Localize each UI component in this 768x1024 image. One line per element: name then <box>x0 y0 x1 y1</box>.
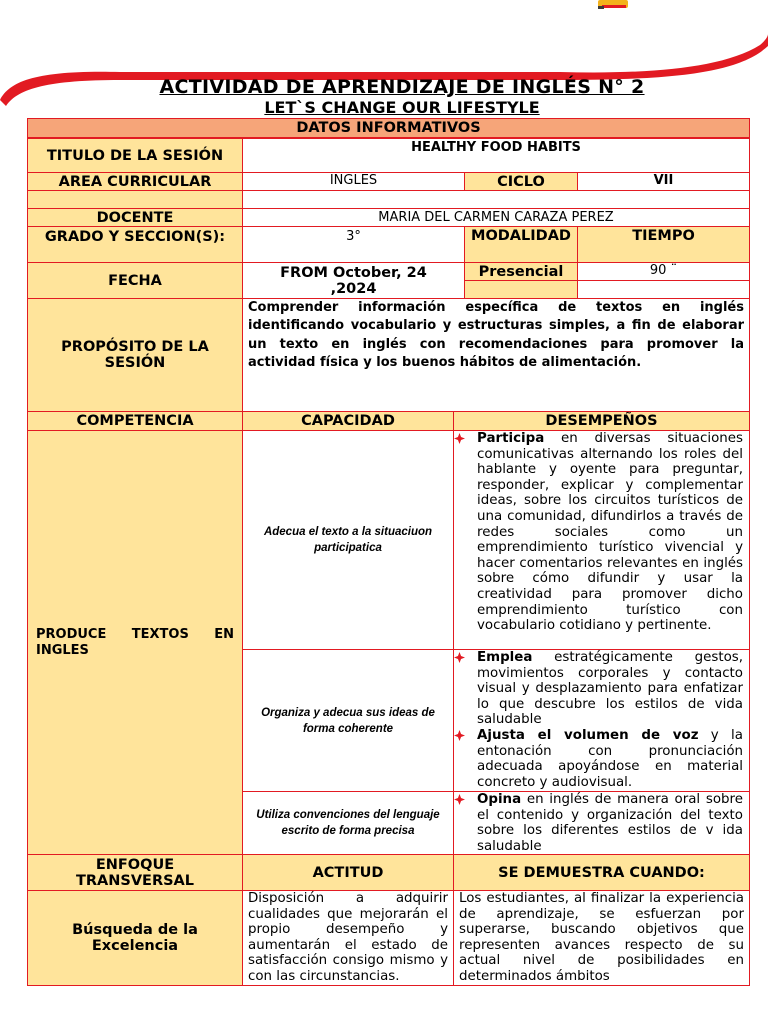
diamond-bullet-icon <box>454 652 465 663</box>
fecha-value: FROM October, 24 ,2024 <box>280 264 427 297</box>
diamond-bullet-icon <box>454 433 465 444</box>
area-label-cell <box>27 172 243 191</box>
competencia-text: PRODUCE TEXTOS EN INGLES <box>36 626 234 658</box>
area-value: INGLES <box>329 173 378 188</box>
titulo-value-cell <box>242 138 750 173</box>
docente-value: MARIA DEL CARMEN CARAZA PEREZ <box>378 210 614 225</box>
proposito-label-cell <box>27 298 243 412</box>
demuestra-header: SE DEMUESTRA CUANDO: <box>498 864 705 881</box>
capacidad-3-text: Utiliza convenciones del lenguaje escrito de forma precisa <box>256 809 440 837</box>
proposito-text-cell <box>242 298 750 412</box>
desempeno-keyword: Participa <box>477 431 545 446</box>
enfoque-header: ENFOQUE TRANSVERSAL <box>75 856 195 889</box>
docente-value-cell <box>242 208 750 227</box>
ciclo-value: VII <box>653 173 674 188</box>
capacidad-cell-3 <box>242 791 454 855</box>
desempeno-cell-2 <box>453 649 750 792</box>
demuestra-header-cell <box>453 854 750 891</box>
proposito-text: Comprender información específica de textos en inglés identificando vocabulario y estructuras simples, a fin de elaborar un texto en inglés con recomendaciones para promover la actividad física y los buenos hábitos de alimentación. <box>248 300 744 370</box>
datos-section-title: DATOS INFORMATIVOS <box>296 120 481 136</box>
desempeno-text: en inglés de manera oral sobre el contenido y organización del texto sobre los diferentes estilos de v ida saludable <box>477 792 743 854</box>
tiempo-value: 90 ¨ <box>649 263 678 278</box>
titulo-value: HEALTHY FOOD HABITS <box>411 140 581 155</box>
session-document <box>27 118 750 986</box>
modalidad-label: MODALIDAD <box>471 228 571 244</box>
desempeno-text: y la entonación con pronunciación adecuada apoyándose en material concreto y audiovisual. <box>477 727 743 790</box>
desempeno-cell-1 <box>453 430 750 650</box>
desempeno-text: estratégicamente gestos, movimientos corporales y contacto visual y desplazamiento para enfatizar lo que descubre los estilos de vida saludable <box>477 650 743 728</box>
actitud-text: Disposición a adquirir cualidades que mejorarán el propio desempeño y aumentarán el estado de satisfacción consigo mismo y con las circunstancias. <box>248 891 448 984</box>
blank-value-cell <box>242 190 750 209</box>
actitud-cell <box>242 890 454 986</box>
desempenos-header-cell <box>453 411 750 431</box>
docente-label: DOCENTE <box>96 209 174 226</box>
capacidad-cell-1 <box>242 430 454 650</box>
titulo-label: TITULO DE LA SESIÓN <box>46 147 224 164</box>
fecha-value-cell <box>242 262 465 299</box>
valor-text: Búsqueda de la Excelencia <box>72 922 198 954</box>
capacidad-1-text: Adecua el texto a la situaciuon participatica <box>263 526 433 554</box>
diamond-bullet-icon <box>454 730 465 741</box>
blank-label-cell <box>27 190 243 209</box>
page-subtitle: LET`S CHANGE OUR LIFESTYLE <box>264 98 540 117</box>
titulo-label-cell <box>27 138 243 173</box>
modalidad-value-cell <box>464 262 578 281</box>
enfoque-header-cell <box>27 854 243 891</box>
diamond-bullet-icon <box>454 794 465 805</box>
desempeno-keyword: Emplea <box>477 650 533 665</box>
docente-label-cell <box>27 208 243 227</box>
ciclo-value-cell <box>577 172 750 191</box>
tiempo-value-cell <box>577 262 750 281</box>
proposito-label: PROPÓSITO DE LA SESIÓN <box>61 339 209 371</box>
page-title: ACTIVIDAD DE APRENDIZAJE DE INGLÉS N° 2 <box>159 76 645 98</box>
desempeno-keyword: Opina <box>477 792 522 807</box>
tiempo-blank-cell <box>577 280 750 299</box>
desempeno-item <box>454 650 743 728</box>
ciclo-label-cell <box>464 172 578 191</box>
desempeno-keyword: Ajusta el volumen de voz <box>477 727 699 743</box>
competencia-header-cell <box>27 411 243 431</box>
datos-section-header <box>27 118 750 138</box>
desempeno-item <box>454 728 743 790</box>
competencia-header: COMPETENCIA <box>76 413 194 429</box>
demuestra-cell <box>453 890 750 986</box>
capacidad-header-cell <box>242 411 454 431</box>
area-value-cell <box>242 172 465 191</box>
desempeno-text: en diversas situaciones comunicativas alternando los roles del hablante y oyente para preguntar, responder, explicar y complementar ideas, sobre los circuitos turísticos de una comunidad, difundirlos a través de redes sociales como un emprendimiento turístico vivencial y hacer comentarios relevantes en inglés sobre cómo difundir y usar la creatividad para promover dicho emprendimiento turístico con vocabulario cotidiano y pertinente. <box>477 431 743 634</box>
fecha-label: FECHA <box>108 272 162 289</box>
grado-value: 3° <box>346 229 361 244</box>
tiempo-label: TIEMPO <box>632 228 695 244</box>
desempeno-item <box>454 792 743 854</box>
grado-value-cell <box>242 226 465 263</box>
demuestra-text: Los estudiantes, al finalizar la experiencia de aprendizaje, se esfuerzan por superarse, buscando objetivos que representen avances respecto de su actual nivel de posibilidades en determinados ámbitos <box>459 891 744 984</box>
desempeno-cell-3 <box>453 791 750 855</box>
grado-label-cell <box>27 226 243 263</box>
grado-label: GRADO Y SECCION(S): <box>44 229 226 245</box>
desempeno-item <box>454 431 743 634</box>
desempenos-header: DESEMPEÑOS <box>545 413 658 429</box>
modalidad-blank-cell <box>464 280 578 299</box>
ciclo-label: CICLO <box>497 173 545 190</box>
actitud-header: ACTITUD <box>312 864 384 881</box>
capacidad-header: CAPACIDAD <box>301 413 395 429</box>
valor-cell <box>27 890 243 986</box>
tiempo-label-cell <box>577 226 750 263</box>
fecha-label-cell <box>27 262 243 299</box>
competencia-cell <box>27 430 243 855</box>
area-label: AREA CURRICULAR <box>58 173 212 190</box>
modalidad-value: Presencial <box>478 263 564 280</box>
actitud-header-cell <box>242 854 454 891</box>
capacidad-cell-2 <box>242 649 454 792</box>
modalidad-label-cell <box>464 226 578 263</box>
capacidad-2-text: Organiza y adecua sus ideas de forma coherente <box>261 706 435 735</box>
